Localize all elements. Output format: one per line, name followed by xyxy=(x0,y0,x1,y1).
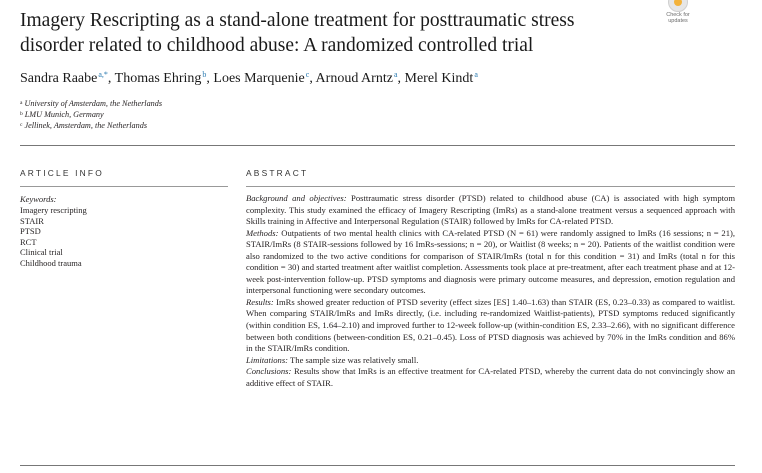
author-name: Sandra Raabe xyxy=(20,71,98,86)
author-name: Thomas Ehring xyxy=(114,71,202,86)
keyword[interactable]: Clinical trial xyxy=(20,247,63,257)
article-info-heading: ARTICLE INFO xyxy=(20,168,104,178)
abstract-divider xyxy=(246,186,735,187)
article-title: Imagery Rescripting as a stand-alone treatment for posttraumatic stress disorder related to childhood abuse: A randomized controlled trial xyxy=(20,10,575,56)
affiliation: $^b$ LMU Munich, Germany xyxy=(20,110,104,119)
badge-line-1: Check for xyxy=(666,12,690,18)
keyword[interactable]: Imagery rescripting xyxy=(20,205,87,215)
check-for-updates-icon xyxy=(668,0,688,12)
keyword[interactable]: RCT xyxy=(20,236,37,247)
keyword[interactable]: Childhood trauma xyxy=(20,257,82,268)
footer-divider xyxy=(20,465,735,466)
author-name: Arnoud Arntz xyxy=(315,71,393,86)
author-affiliation-link[interactable]: b xyxy=(202,70,207,79)
header-divider xyxy=(20,145,735,146)
keyword[interactable]: PTSD xyxy=(20,226,41,236)
author-affiliation-link[interactable]: a xyxy=(393,70,398,79)
author-name: Merel Kindt xyxy=(404,71,474,86)
abstract-conclusions: Conclusions: Results show that ImRs is an effective treatment for CA-related PTSD, whereby the current data do not convincingly show an additive effect of STAIR. xyxy=(246,366,735,388)
abstract-methods: Methods: Outpatients of two mental health clinics with CA-related PTSD (N = 61) were randomly assigned to ImRs (16 sessions; n = 21), STAIR/ImRs (8 STAIR-sessions followed by 16 ImRs-sessions; n = 20), or Waitlist (8 weeks; n = 20). Patients of the waitlist condition were also randomized to the two active conditions for comparison of STAIR/ImRs (total n for this condition = 31) and ImRs (total n for this condition = 30) and started treatment after waitlist completion. Assessments took place at pre-treatment, after each treatment phase and at 12-week post-intervention follow-up. PTSD symptoms and diagnosis were primary outcome measures, and depression, emotion regulation and interpersonal functioning were secondary outcomes. xyxy=(246,227,735,296)
abstract-limitations: Limitations: The sample size was relatively small. xyxy=(246,354,419,365)
abstract-heading: ABSTRACT xyxy=(246,168,309,178)
badge-line-2: updates xyxy=(668,18,688,24)
article-info-divider xyxy=(20,186,228,187)
keyword-list xyxy=(20,205,87,268)
affiliation-list xyxy=(20,98,162,131)
abstract-background: Background and objectives: Posttraumatic stress disorder (PTSD) related to childhood abuse (CA) is associated with high symptom complexity. This study examined the efficacy of Imagery Rescripting (ImRs) as a stand-alone treatment versus a sequenced approach with Skills training in Affective and Interpersonal Regulation (STAIR) followed by ImRs for CA-related PTSD. xyxy=(246,193,736,227)
author-affiliation-link[interactable]: a,* xyxy=(98,70,108,79)
abstract-results: Results: ImRs showed greater reduction of PTSD severity (effect sizes [ES] 1.40–1.63) than STAIR (ES, 0.23–0.33) as compared to waitlist. When comparing STAIR/ImRs and ImRs directly, (i.e. including re-randomized Waitlist-patients), PTSD symptoms reduced significantly (within condition ES, 1.64–2.10) and improved further to 12-week follow-up (within-condition ES, 2.33–2.66), with no significant difference between both conditions (between-condition ES, 0.21–0.45). Loss of PTSD diagnosis was achieved by 70% in the ImRs condition and 86% in the STAIR/ImRs condition. xyxy=(246,296,735,354)
keywords-label: Keywords: xyxy=(20,194,57,204)
author-list: Sandra Raabe$^{a,*}$, Thomas Ehring$^b$, Loes Marquenie$^c$, Arnoud Arntz$^a$, Merel Kindt$^a$ xyxy=(20,70,478,86)
author-affiliation-link[interactable]: a xyxy=(474,70,478,79)
author-name: Loes Marquenie xyxy=(213,71,305,86)
check-for-updates-badge[interactable] xyxy=(654,0,702,34)
affiliation: $^c$ Jellinek, Amsterdam, the Netherlands xyxy=(20,121,148,130)
abstract-body xyxy=(246,193,735,389)
affiliation: $^a$ University of Amsterdam, the Netherlands xyxy=(20,99,163,108)
author-affiliation-link[interactable]: c xyxy=(305,70,310,79)
keyword[interactable]: STAIR xyxy=(20,215,44,226)
